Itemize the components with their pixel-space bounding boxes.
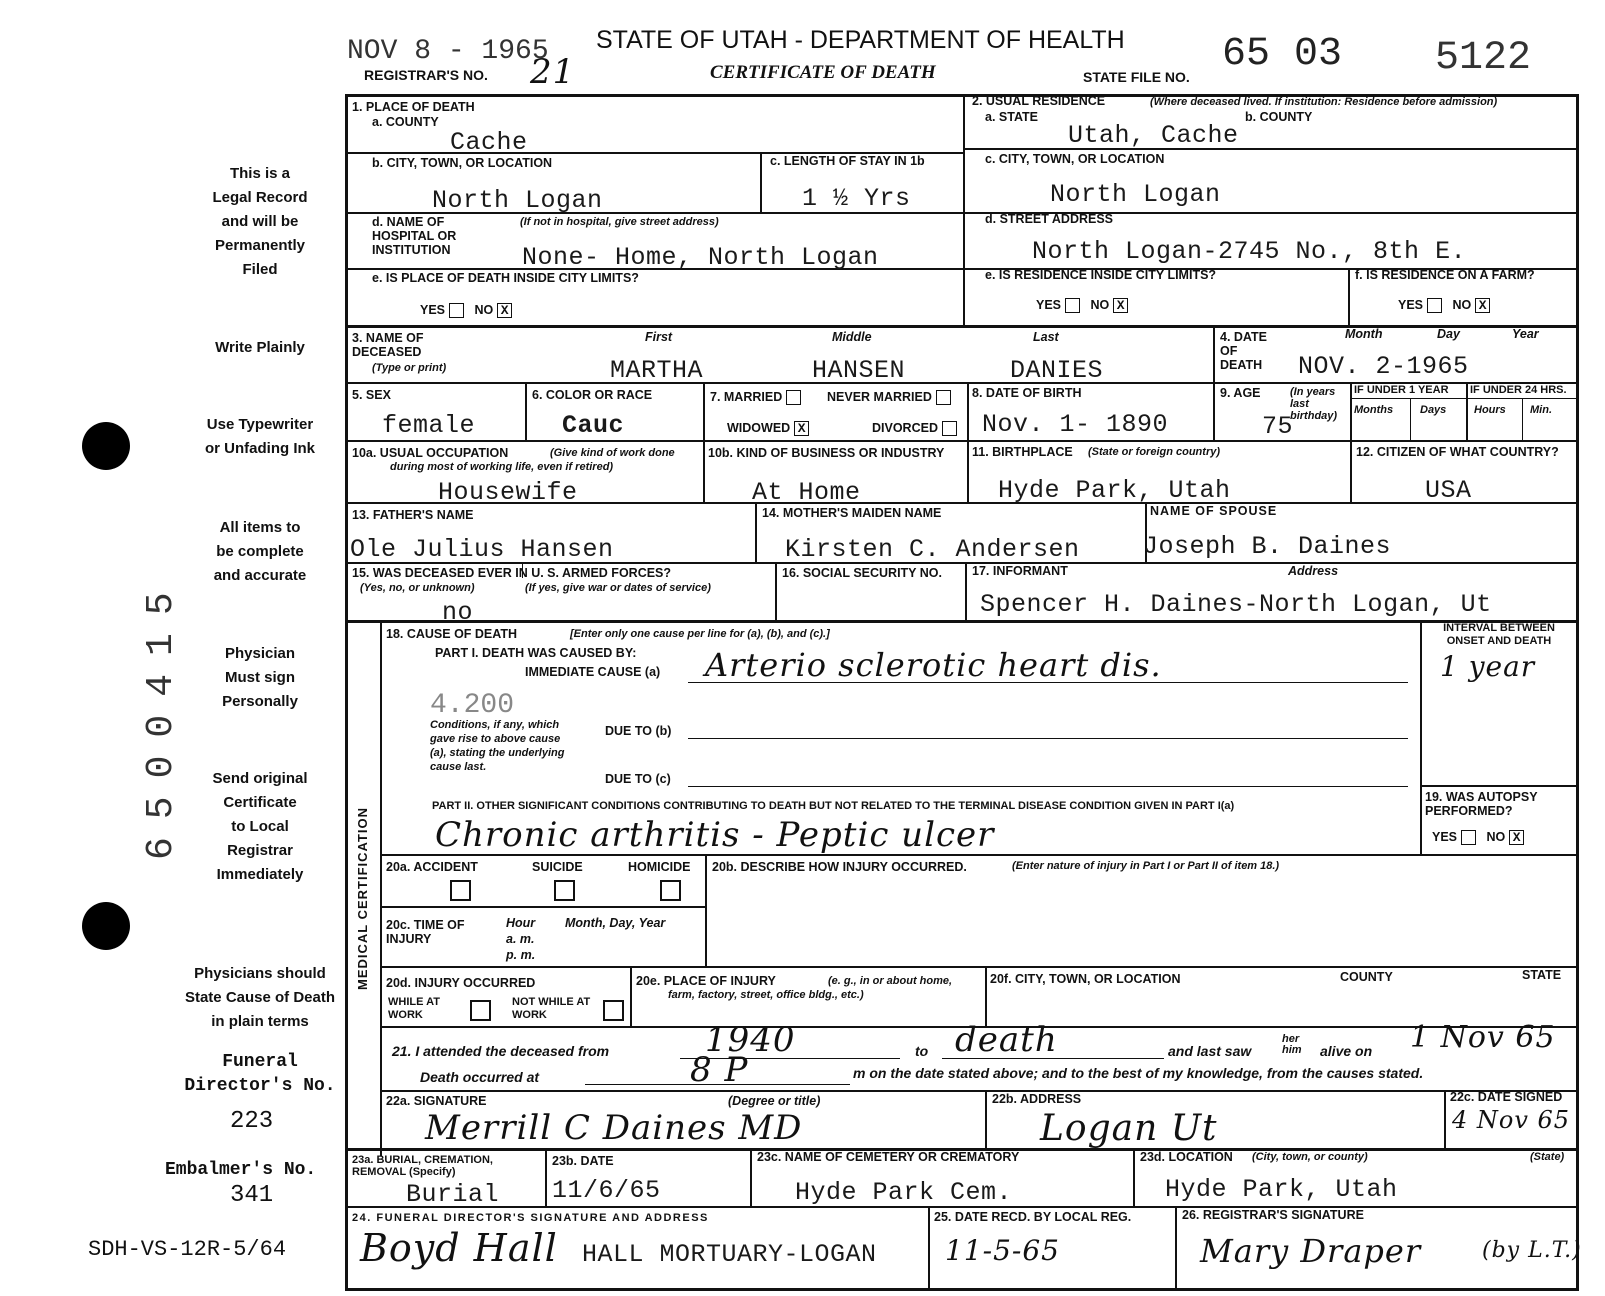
item-2-note: (Where deceased lived. If institution: Residence before admission) — [1150, 96, 1498, 108]
item-1d-note: (If not in hospital, give street address) — [520, 216, 719, 228]
interval-value: 1 year — [1440, 650, 1536, 683]
legal-line-4: Permanently — [214, 237, 306, 254]
item-11-note: (State or foreign country) — [1088, 446, 1221, 458]
part-2-value: Chronic arthritis - Peptic ulcer — [435, 815, 995, 855]
plain-line-3: in plain terms — [211, 1013, 309, 1030]
mother-name: Kirsten C. Andersen — [785, 535, 1080, 564]
sidebar-complete — [160, 516, 360, 588]
part-1-label: PART I. DEATH WAS CAUSED BY: — [435, 646, 637, 660]
deceased-first-name: MARTHA — [610, 356, 704, 385]
hour-label: Hour — [506, 916, 536, 930]
under-1-year-label: IF UNDER 1 YEAR — [1354, 384, 1449, 396]
address-label: Address — [1288, 564, 1339, 578]
item-2e-label: e. IS RESIDENCE INSIDE CITY LIMITS? — [985, 268, 1217, 282]
cause-a-value: Arterio sclerotic heart dis. — [705, 646, 1162, 684]
death-date: NOV. 2-1965 — [1298, 352, 1469, 381]
death-city: North Logan — [432, 186, 603, 215]
no-label: NO — [1090, 298, 1110, 312]
mortuary-value: HALL MORTUARY-LOGAN — [582, 1240, 877, 1269]
race-value: Cauc — [562, 411, 625, 440]
item-9-note: (In years last birthday) — [1290, 386, 1338, 422]
item-10a-label: 10a. USUAL OCCUPATION — [352, 446, 509, 460]
sidebar-legal — [160, 162, 360, 282]
registrar-signature: Mary Draper — [1200, 1232, 1422, 1270]
item-18-note: [Enter only one cause per line for (a), (b), and (c).] — [570, 628, 830, 640]
funeral-director-no: 223 — [230, 1108, 274, 1135]
while-at-work-checkbox[interactable] — [470, 1000, 491, 1021]
homicide-label: HOMICIDE — [628, 860, 691, 874]
month-label: Month — [1345, 327, 1383, 341]
item-5-label: 5. SEX — [352, 388, 391, 402]
no-label: NO — [1486, 830, 1506, 844]
item-2d-label: d. STREET ADDRESS — [985, 212, 1114, 226]
homicide-checkbox[interactable] — [660, 880, 681, 901]
send-line-3: to Local — [231, 818, 289, 835]
yes-checkbox[interactable] — [1461, 830, 1476, 845]
item-23d-note: (City, town, or county) — [1252, 1151, 1368, 1163]
residence-city-limits — [1036, 298, 1128, 313]
item-1d-label: d. NAME OF HOSPITAL OR INSTITUTION — [372, 215, 457, 257]
item-20f-label: 20f. CITY, TOWN, OR LOCATION — [990, 972, 1181, 986]
date-received: 11-5-65 — [945, 1234, 1060, 1267]
min-label: Min. — [1530, 404, 1552, 416]
complete-line-3: and accurate — [213, 567, 307, 584]
item-25-label: 25. DATE RECD. BY LOCAL REG. — [934, 1210, 1132, 1224]
burial-value: Burial — [406, 1180, 500, 1209]
deceased-last-name: DANIES — [1010, 356, 1104, 385]
funeral-director-label — [160, 1050, 360, 1098]
item-14-label: 14. MOTHER'S MAIDEN NAME — [762, 506, 942, 520]
yes-checkbox[interactable] — [1065, 298, 1080, 313]
accident-checkbox[interactable] — [450, 880, 471, 901]
year-label: Year — [1512, 327, 1539, 341]
widowed-label: WIDOWED — [727, 421, 791, 435]
ink-line-2: or Unfading Ink — [205, 440, 315, 457]
alive-on-label: alive on — [1320, 1043, 1373, 1059]
spouse-name: Joseph B. Daines — [1143, 532, 1392, 561]
embalmer-label: Embalmer's No. — [165, 1160, 317, 1180]
attended-to-value: death — [955, 1020, 1058, 1060]
sidebar-ink — [160, 413, 360, 461]
date-signed: 4 Nov 65 — [1452, 1106, 1571, 1134]
punch-hole-top — [82, 422, 130, 470]
item-7-widowed — [727, 421, 809, 436]
legal-line-3: and will be — [221, 213, 299, 230]
item-2c-label: c. CITY, TOWN, OR LOCATION — [985, 152, 1165, 166]
day-label: Day — [1437, 327, 1460, 341]
citizen-value: USA — [1425, 476, 1472, 505]
under-24-hrs-label: IF UNDER 24 HRS. — [1470, 384, 1567, 396]
medical-certification-label: MEDICAL CERTIFICATION — [355, 806, 370, 990]
yes-label: YES — [1036, 298, 1062, 312]
father-name: Ole Julius Hansen — [350, 535, 614, 564]
not-while-at-work-checkbox[interactable] — [603, 1000, 624, 1021]
date-stamp: NOV 8 - 1965 — [347, 36, 549, 67]
item-10b-label: 10b. KIND OF BUSINESS OR INDUSTRY — [708, 446, 945, 460]
item-19-label: 19. WAS AUTOPSY PERFORMED? — [1425, 790, 1538, 818]
burial-date: 11/6/65 — [552, 1176, 661, 1205]
item-6-label: 6. COLOR OR RACE — [532, 388, 653, 402]
no-label: NO — [474, 303, 494, 317]
county-label: COUNTY — [1340, 970, 1393, 984]
widowed-checkbox[interactable] — [794, 421, 809, 436]
state-file-label: STATE FILE NO. — [1083, 69, 1190, 85]
part-2-label: PART II. OTHER SIGNIFICANT CONDITIONS CONTRIBUTING TO DEATH BUT NOT RELATED TO THE TERMINAL DISEASE CONDITION GIVEN IN PART I(a) — [432, 800, 1235, 812]
pm-label: p. m. — [506, 948, 536, 962]
attended-label: 21. I attended the deceased from — [392, 1043, 610, 1059]
married-checkbox[interactable] — [786, 390, 801, 405]
item-15-label: 15. WAS DECEASED EVER IN U. S. ARMED FORCES? — [352, 566, 672, 580]
suicide-label: SUICIDE — [532, 860, 583, 874]
physician-line-1: Physician — [224, 645, 296, 662]
no-label: NO — [1452, 298, 1472, 312]
item-20d-label: 20d. INJURY OCCURRED — [386, 976, 536, 990]
item-10a-note: (Give kind of work done during most of working life, even if retired) — [390, 447, 675, 473]
item-3-note: (Type or print) — [372, 362, 447, 374]
item-7-never-married — [827, 390, 951, 405]
funeral-director-signature: Boyd Hall — [360, 1226, 558, 1270]
send-line-2: Certificate — [223, 794, 297, 811]
days-label: Days — [1420, 404, 1447, 416]
legal-line-1: This is a — [229, 165, 291, 182]
residence-city: North Logan — [1050, 180, 1221, 209]
registrar-no-value: 21 — [530, 52, 576, 92]
state-label: STATE — [1522, 968, 1562, 982]
item-2-label: 2. USUAL RESIDENCE — [972, 94, 1106, 108]
deceased-middle-name: HANSEN — [812, 356, 906, 385]
item-20a-label: 20a. ACCIDENT — [386, 860, 478, 874]
item-23d-label: 23d. LOCATION — [1140, 1150, 1233, 1164]
registrar-by: (by L.T.) — [1482, 1238, 1582, 1263]
item-2a-label: a. STATE — [985, 110, 1039, 124]
no-checkbox[interactable] — [1113, 298, 1128, 313]
degree-label: (Degree or title) — [728, 1094, 821, 1108]
residence-street: North Logan-2745 No., 8th E. — [1032, 237, 1467, 266]
item-20e-note: (e. g., in or about home, farm, factory, street, office bldg., etc.) — [668, 975, 953, 1001]
item-16-label: 16. SOCIAL SECURITY NO. — [782, 566, 942, 580]
middle-label: Middle — [832, 330, 872, 344]
conditions-note: Conditions, if any, which gave rise to above cause (a), stating the underlying cause last. — [430, 719, 565, 773]
state-note: (State) — [1530, 1151, 1565, 1163]
item-20e-label: 20e. PLACE OF INJURY — [636, 974, 776, 988]
not-while-at-work-label: NOT WHILE AT WORK — [512, 996, 591, 1021]
legal-line-2: Legal Record — [212, 189, 308, 206]
item-23b-label: 23b. DATE — [552, 1154, 614, 1168]
last-saw-label: and last saw — [1168, 1043, 1252, 1059]
item-20b-note: (Enter nature of injury in Part I or Part II of item 18.) — [1012, 860, 1280, 872]
item-20c-label: 20c. TIME OF INJURY — [386, 918, 465, 946]
age-value: 75 — [1262, 412, 1294, 441]
item-1b-label: b. CITY, TOWN, OR LOCATION — [372, 156, 553, 170]
interval-label: INTERVAL BETWEEN ONSET AND DEATH — [1443, 622, 1555, 647]
death-city-limits — [420, 303, 512, 318]
item-11-label: 11. BIRTHPLACE — [972, 445, 1073, 459]
spouse-label: NAME OF SPOUSE — [1150, 504, 1278, 518]
funeral-label-2: Director's No. — [184, 1076, 336, 1096]
burial-location: Hyde Park, Utah — [1165, 1175, 1398, 1204]
item-22c-label: 22c. DATE SIGNED — [1450, 1090, 1563, 1104]
yes-checkbox[interactable] — [1427, 298, 1442, 313]
sidebar-send — [160, 767, 360, 887]
send-line-4: Registrar — [227, 842, 293, 859]
send-line-5: Immediately — [216, 866, 304, 883]
yes-label: YES — [1398, 298, 1424, 312]
armed-forces-value: no — [442, 598, 474, 627]
complete-line-2: be complete — [216, 543, 304, 560]
form-number: SDH-VS-12R-5/64 — [88, 1237, 287, 1262]
birthplace-value: Hyde Park, Utah — [998, 476, 1231, 505]
item-1e-label: e. IS PLACE OF DEATH INSIDE CITY LIMITS? — [372, 271, 639, 285]
certificate-title: CERTIFICATE OF DEATH — [710, 62, 936, 83]
send-line-1: Send original — [212, 770, 308, 787]
item-9-label: 9. AGE — [1220, 386, 1261, 400]
item-13-label: 13. FATHER'S NAME — [352, 508, 474, 522]
business-value: At Home — [752, 478, 861, 507]
item-7-married — [710, 390, 801, 405]
item-20b-label: 20b. DESCRIBE HOW INJURY OCCURRED. — [712, 860, 967, 874]
to-label: to — [915, 1043, 929, 1059]
form-title: STATE OF UTAH - DEPARTMENT OF HEALTH — [596, 26, 1125, 54]
item-26-label: 26. REGISTRAR'S SIGNATURE — [1182, 1208, 1364, 1222]
item-17-label: 17. INFORMANT — [972, 564, 1068, 578]
funeral-label-1: Funeral — [222, 1052, 298, 1072]
m-on-label: m on the date stated above; and to the best of my knowledge, from the causes stated. — [853, 1065, 1424, 1081]
no-checkbox[interactable] — [1509, 830, 1524, 845]
due-to-c-label: DUE TO (c) — [605, 772, 671, 786]
am-label: a. m. — [506, 932, 535, 946]
cemetery-value: Hyde Park Cem. — [795, 1178, 1013, 1207]
physician-signature: Merrill C Daines MD — [425, 1108, 803, 1148]
sex-value: female — [382, 411, 476, 440]
birth-date: Nov. 1- 1890 — [982, 410, 1169, 439]
informant-value: Spencer H. Daines-North Logan, Ut — [980, 590, 1492, 619]
item-18-label: 18. CAUSE OF DEATH — [386, 627, 518, 641]
yes-label: YES — [420, 303, 446, 317]
never-married-checkbox[interactable] — [936, 390, 951, 405]
last-label: Last — [1033, 330, 1059, 344]
state-file-no: 65 03 — [1222, 32, 1343, 77]
hours-label: Hours — [1474, 404, 1506, 416]
attended-from-value: 1940 — [705, 1020, 796, 1060]
physician-line-2: Must sign — [225, 669, 295, 686]
ink-line-1: Use Typewriter — [206, 416, 314, 433]
sidebar-write: Write Plainly — [215, 339, 305, 356]
never-married-label: NEVER MARRIED — [827, 390, 932, 404]
item-4-label: 4. DATE OF DEATH — [1220, 330, 1267, 372]
suicide-checkbox[interactable] — [554, 880, 575, 901]
item-1a-label: a. COUNTY — [372, 115, 439, 129]
first-label: First — [645, 330, 673, 344]
plain-line-2: State Cause of Death — [184, 989, 336, 1006]
serial-number: 6500415 — [140, 574, 183, 860]
item-22b-label: 22b. ADDRESS — [992, 1092, 1082, 1106]
month-day-year-label: Month, Day, Year — [565, 916, 666, 930]
item-8-label: 8. DATE OF BIRTH — [972, 386, 1082, 400]
item-1c-label: c. LENGTH OF STAY IN 1b — [770, 154, 925, 168]
alive-on-value: 1 Nov 65 — [1410, 1020, 1556, 1055]
time-value: 8 P — [690, 1050, 749, 1090]
divorced-label: DIVORCED — [872, 421, 938, 435]
item-15-note-1: (Yes, no, or unknown) — [360, 582, 475, 594]
plain-line-1: Physicians should — [194, 965, 326, 982]
sidebar-physician — [160, 642, 360, 714]
physician-address: Logan Ut — [1040, 1108, 1218, 1149]
length-of-stay: 1 ½ Yrs — [802, 184, 911, 213]
immediate-cause-label: IMMEDIATE CAUSE (a) — [525, 665, 661, 679]
item-7-divorced — [872, 421, 957, 436]
while-at-work-label: WHILE AT WORK — [388, 996, 440, 1021]
no-checkbox[interactable] — [497, 303, 512, 318]
yes-checkbox[interactable] — [449, 303, 464, 318]
item-23a-label: 23a. BURIAL, CREMATION, REMOVAL (Specify) — [352, 1154, 493, 1178]
no-checkbox[interactable] — [1475, 298, 1490, 313]
death-county: Cache — [450, 128, 528, 157]
registrar-no-label: REGISTRAR'S NO. — [364, 67, 488, 83]
state-file-no-2: 5122 — [1435, 36, 1532, 81]
married-label: 7. MARRIED — [710, 390, 783, 404]
complete-line-1: All items to — [219, 519, 301, 536]
due-to-b-label: DUE TO (b) — [605, 724, 672, 738]
physician-line-3: Personally — [222, 693, 298, 710]
residence-state-county: Utah, Cache — [1068, 121, 1239, 150]
her-him-label: her him — [1282, 1033, 1302, 1056]
item-2f-label: f. IS RESIDENCE ON A FARM? — [1355, 268, 1535, 282]
hospital-name: None- Home, North Logan — [522, 243, 879, 272]
occurred-at-label: Death occurred at — [420, 1069, 540, 1085]
punch-hole-bottom — [82, 902, 130, 950]
occupation-value: Housewife — [438, 478, 578, 507]
embalmer-no: 341 — [230, 1182, 274, 1209]
item-15-note-2: (If yes, give war or dates of service) — [525, 582, 711, 594]
item-23c-label: 23c. NAME OF CEMETERY OR CREMATORY — [757, 1150, 1020, 1164]
item-22a-label: 22a. SIGNATURE — [386, 1094, 487, 1108]
item-2b-label: b. COUNTY — [1245, 110, 1313, 124]
residence-farm — [1398, 298, 1490, 313]
sidebar-plain — [150, 962, 370, 1034]
yes-label: YES — [1432, 830, 1458, 844]
item-1-label: 1. PLACE OF DEATH — [352, 100, 475, 114]
cause-code: 4.200 — [430, 690, 515, 721]
autopsy-checkboxes — [1432, 830, 1524, 845]
item-12-label: 12. CITIZEN OF WHAT COUNTRY? — [1356, 445, 1559, 459]
months-label: Months — [1354, 404, 1394, 416]
item-3-label: 3. NAME OF DECEASED — [352, 331, 424, 359]
item-24-label: 24. FUNERAL DIRECTOR'S SIGNATURE AND ADDRESS — [352, 1212, 709, 1224]
divorced-checkbox[interactable] — [942, 421, 957, 436]
legal-line-5: Filed — [242, 261, 278, 278]
